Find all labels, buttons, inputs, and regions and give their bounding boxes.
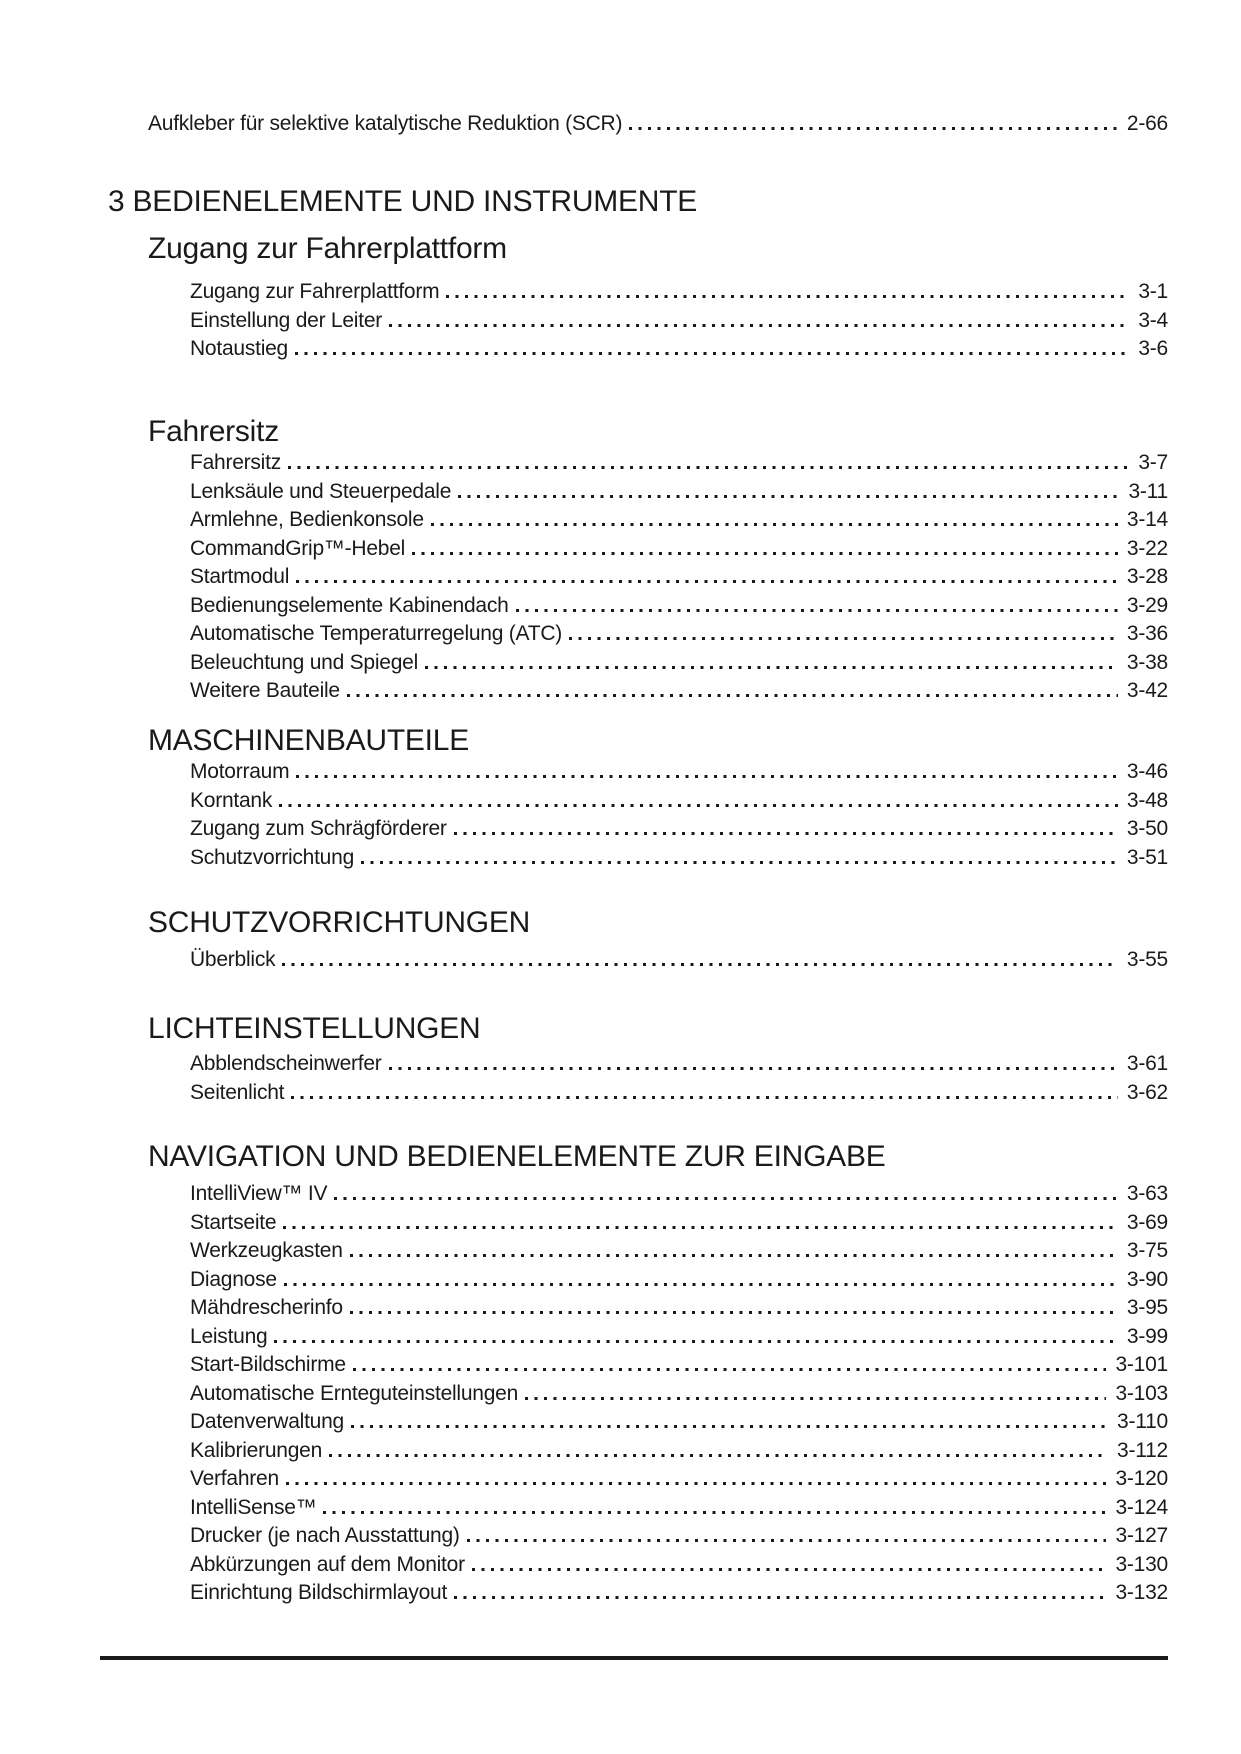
toc-entry bbox=[190, 1180, 1168, 1209]
toc-entry bbox=[190, 307, 1168, 336]
dot-leader bbox=[389, 324, 1129, 327]
toc-entry-label: Diagnose bbox=[190, 1267, 277, 1291]
toc-entry-page-number: 3-120 bbox=[1115, 1467, 1168, 1490]
toc-entry-page-number: 3-42 bbox=[1126, 679, 1168, 702]
toc-entry-label: Überblick bbox=[190, 948, 276, 971]
dot-leader bbox=[288, 466, 1129, 469]
dot-leader bbox=[525, 1397, 1106, 1400]
toc-entry bbox=[190, 844, 1168, 873]
toc-entry bbox=[190, 1494, 1168, 1523]
section-heading: MASCHINENBAUTEILE bbox=[148, 724, 469, 757]
toc-entry-label: Armlehne, Bedienkonsole bbox=[190, 508, 424, 531]
section-entry-list bbox=[190, 946, 1168, 975]
toc-entry-page-number: 3-75 bbox=[1126, 1239, 1168, 1262]
toc-entry-page-number: 3-110 bbox=[1117, 1410, 1168, 1433]
toc-entry-page-number: 3-48 bbox=[1126, 788, 1168, 812]
toc-entry-label: Zugang zur Fahrerplattform bbox=[190, 280, 440, 303]
toc-entry bbox=[190, 1050, 1168, 1079]
dot-leader bbox=[389, 1067, 1118, 1070]
toc-entry-page-number: 3-50 bbox=[1126, 817, 1168, 840]
toc-entry-page-number: 3-69 bbox=[1126, 1210, 1168, 1234]
dot-leader bbox=[347, 694, 1118, 697]
dot-leader bbox=[353, 1368, 1107, 1371]
toc-entry bbox=[190, 1351, 1168, 1380]
section-heading: SCHUTZVORRICHTUNGEN bbox=[148, 906, 531, 939]
toc-entry bbox=[190, 620, 1168, 649]
toc-entry-page-number: 3-124 bbox=[1115, 1495, 1168, 1519]
toc-entry-label: Bedienungselemente Kabinendach bbox=[190, 593, 509, 617]
toc-entry-label: Startseite bbox=[190, 1210, 277, 1234]
dot-leader bbox=[454, 832, 1118, 835]
toc-entry-label: Korntank bbox=[190, 788, 273, 812]
dot-leader bbox=[329, 1454, 1108, 1457]
toc-entry-label: Kalibrierungen bbox=[190, 1438, 323, 1462]
toc-entry-page-number: 3-36 bbox=[1126, 622, 1168, 645]
toc-entry-label: Automatische Temperaturregelung (ATC) bbox=[190, 622, 563, 645]
toc-entry-page-number: 3-99 bbox=[1126, 1324, 1168, 1348]
dot-leader bbox=[412, 552, 1118, 555]
toc-entry bbox=[190, 449, 1168, 478]
section-entry-list bbox=[190, 1050, 1168, 1107]
toc-entry-page-number: 3-132 bbox=[1115, 1581, 1168, 1604]
toc-entry-label: Beleuchtung und Spiegel bbox=[190, 650, 419, 674]
dot-leader bbox=[282, 963, 1118, 966]
dot-leader bbox=[296, 775, 1118, 778]
section-entry-list bbox=[190, 1180, 1168, 1608]
toc-entry-label: CommandGrip™-Hebel bbox=[190, 536, 406, 560]
toc-entry-page-number: 3-11 bbox=[1128, 479, 1168, 503]
toc-entry bbox=[190, 1079, 1168, 1108]
section-entry-list bbox=[190, 278, 1168, 364]
toc-entry-page-number: 3-6 bbox=[1138, 337, 1168, 360]
toc-entry-label: Mähdrescherinfo bbox=[190, 1296, 343, 1319]
toc-entry bbox=[190, 946, 1168, 975]
toc-entry-label: Zugang zum Schrägförderer bbox=[190, 817, 447, 840]
toc-entry-label: Werkzeugkasten bbox=[190, 1239, 343, 1262]
toc-entry-label: Aufkleber für selektive katalytische Reduktion (SCR) bbox=[148, 112, 623, 135]
dot-leader bbox=[284, 1283, 1118, 1286]
section-heading: Fahrersitz bbox=[148, 415, 279, 448]
toc-entry-label: Notaustieg bbox=[190, 337, 288, 360]
toc-entry bbox=[190, 1380, 1168, 1409]
toc-entry-page-number: 3-28 bbox=[1126, 565, 1168, 588]
toc-entry bbox=[190, 649, 1168, 678]
dot-leader bbox=[350, 1311, 1118, 1314]
toc-entry bbox=[190, 335, 1168, 364]
toc-entry-label: Weitere Bauteile bbox=[190, 679, 340, 702]
section-heading: LICHTEINSTELLUNGEN bbox=[148, 1012, 481, 1045]
toc-entry bbox=[190, 478, 1168, 507]
dot-leader bbox=[279, 804, 1118, 807]
dot-leader bbox=[446, 295, 1129, 298]
toc-entry-label: Verfahren bbox=[190, 1467, 279, 1490]
toc-entry-label: IntelliView™ IV bbox=[190, 1182, 328, 1205]
toc-entry-page-number: 3-1 bbox=[1138, 280, 1168, 303]
toc-entry-label: Startmodul bbox=[190, 565, 290, 588]
section-heading: NAVIGATION UND BEDIENELEMENTE ZUR EINGABE bbox=[148, 1140, 886, 1173]
toc-entry-label: Motorraum bbox=[190, 760, 290, 783]
dot-leader bbox=[425, 666, 1118, 669]
dot-leader bbox=[467, 1539, 1107, 1542]
dot-leader bbox=[351, 1425, 1108, 1428]
toc-entry-label: Seitenlicht bbox=[190, 1080, 285, 1104]
toc-entry-page-number: 3-90 bbox=[1126, 1267, 1168, 1291]
toc-entry bbox=[190, 1294, 1168, 1323]
footer-rule bbox=[100, 1656, 1168, 1660]
toc-entry bbox=[190, 563, 1168, 592]
toc-section bbox=[148, 1140, 1168, 1608]
dot-leader bbox=[629, 127, 1118, 130]
chapter-heading: 3 BEDIENELEMENTE UND INSTRUMENTE bbox=[108, 185, 698, 218]
toc-entry-page-number: 3-63 bbox=[1126, 1182, 1168, 1205]
toc-entry-label: Leistung bbox=[190, 1324, 268, 1348]
section-entry-list bbox=[190, 449, 1168, 706]
dot-leader bbox=[323, 1511, 1106, 1514]
toc-entry bbox=[190, 677, 1168, 706]
dot-leader bbox=[295, 352, 1129, 355]
toc-entry bbox=[190, 1323, 1168, 1352]
toc-entry bbox=[190, 1522, 1168, 1551]
toc-entry-page-number: 3-22 bbox=[1126, 536, 1168, 560]
toc-entry-label: Lenksäule und Steuerpedale bbox=[190, 479, 452, 503]
toc-entry-page-number: 3-7 bbox=[1138, 451, 1168, 474]
toc-section bbox=[148, 1012, 1168, 1107]
toc-section bbox=[148, 724, 1168, 872]
dot-leader bbox=[283, 1226, 1118, 1229]
dot-leader bbox=[361, 861, 1118, 864]
toc-entry bbox=[190, 1437, 1168, 1466]
toc-entry bbox=[190, 1209, 1168, 1238]
dot-leader bbox=[569, 637, 1118, 640]
toc-entry-label: Drucker (je nach Ausstattung) bbox=[190, 1524, 460, 1547]
toc-entry-label: Fahrersitz bbox=[190, 451, 281, 474]
toc-section bbox=[148, 232, 1168, 364]
toc-entry-page-number: 3-14 bbox=[1126, 508, 1168, 531]
toc-entry-label: Automatische Ernteguteinstellungen bbox=[190, 1381, 519, 1405]
toc-entry-label: Abkürzungen auf dem Monitor bbox=[190, 1552, 465, 1576]
toc-entry-page-number: 3-103 bbox=[1115, 1381, 1168, 1405]
toc-entry-page-number: 3-112 bbox=[1117, 1438, 1168, 1462]
dot-leader bbox=[472, 1568, 1107, 1571]
toc-entry bbox=[190, 506, 1168, 535]
toc-entry bbox=[190, 1237, 1168, 1266]
dot-leader bbox=[296, 580, 1118, 583]
toc-entry-label: Abblendscheinwerfer bbox=[190, 1052, 382, 1075]
dot-leader bbox=[291, 1096, 1118, 1099]
toc-entry-page-number: 3-95 bbox=[1126, 1296, 1168, 1319]
section-heading: Zugang zur Fahrerplattform bbox=[148, 232, 507, 265]
toc-entry-page-number: 3-130 bbox=[1115, 1552, 1168, 1576]
dot-leader bbox=[334, 1197, 1118, 1200]
dot-leader bbox=[516, 609, 1118, 612]
toc-entry-label: IntelliSense™ bbox=[190, 1495, 317, 1519]
toc-entry bbox=[190, 815, 1168, 844]
toc-entry bbox=[190, 1266, 1168, 1295]
toc-entry bbox=[190, 787, 1168, 816]
toc-entry-page-number: 2-66 bbox=[1126, 112, 1168, 135]
toc-entry bbox=[190, 592, 1168, 621]
toc-entry bbox=[190, 1579, 1168, 1608]
toc-section bbox=[148, 415, 1168, 706]
toc-entry bbox=[190, 1551, 1168, 1580]
toc-entry-page-number: 3-4 bbox=[1138, 308, 1168, 332]
toc-entry-page-number: 3-46 bbox=[1126, 760, 1168, 783]
dot-leader bbox=[274, 1340, 1117, 1343]
dot-leader bbox=[458, 495, 1119, 498]
toc-entry-page-number: 3-29 bbox=[1126, 593, 1168, 617]
toc-entry-page-number: 3-61 bbox=[1126, 1052, 1168, 1075]
toc-entry-label: Einstellung der Leiter bbox=[190, 308, 383, 332]
toc-entry-page-number: 3-55 bbox=[1126, 948, 1168, 971]
dot-leader bbox=[286, 1482, 1107, 1485]
toc-entry bbox=[190, 1465, 1168, 1494]
toc-section bbox=[148, 906, 1168, 975]
toc-entry-label: Einrichtung Bildschirmlayout bbox=[190, 1581, 448, 1604]
toc-entry bbox=[190, 758, 1168, 787]
toc-entry-label: Schutzvorrichtung bbox=[190, 845, 355, 869]
toc-entry bbox=[190, 535, 1168, 564]
toc-entry-page-number: 3-38 bbox=[1126, 650, 1168, 674]
toc-entry-page-number: 3-62 bbox=[1126, 1080, 1168, 1104]
toc-entry bbox=[190, 278, 1168, 307]
toc-entry bbox=[190, 1408, 1168, 1437]
toc-entry-page-number: 3-51 bbox=[1126, 845, 1168, 869]
dot-leader bbox=[454, 1596, 1106, 1599]
toc-entry bbox=[148, 110, 1168, 139]
toc-entry-page-number: 3-127 bbox=[1115, 1524, 1168, 1547]
toc-entry-label: Datenverwaltung bbox=[190, 1410, 344, 1433]
toc-entry-page-number: 3-101 bbox=[1115, 1353, 1168, 1376]
section-entry-list bbox=[190, 758, 1168, 872]
toc-entry-label: Start-Bildschirme bbox=[190, 1353, 346, 1376]
dot-leader bbox=[431, 523, 1118, 526]
dot-leader bbox=[350, 1254, 1118, 1257]
